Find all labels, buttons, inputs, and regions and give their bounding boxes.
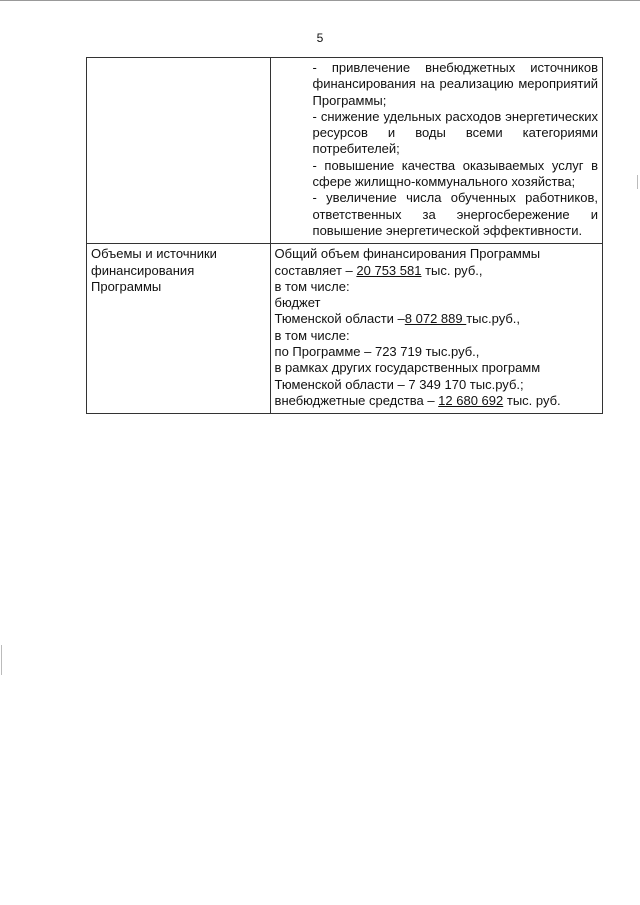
scan-edge-top [0,0,640,1]
funding-line: по Программе – 723 719 тыс.руб., [274,344,480,360]
table-row [87,58,603,244]
funding-line: в том числе: [274,278,350,294]
funding-cell [270,244,602,414]
funding-text: Тюменской области – [274,311,405,327]
scan-edge-right [637,175,638,189]
result-item: - увеличение числа обученных работников, ответственных за энергосбережение и повышение энергетической эффективности. [312,190,598,238]
table-row [87,244,603,414]
funding-line: в том числе: [274,327,350,343]
regional-budget-amount: 8 072 889 [404,311,467,327]
funding-line [275,393,598,409]
result-item: - повышение качества оказываемых услуг в сфере жилищно-коммунального хозяйства; [312,157,598,190]
funding-line: Общий объем финансирования Программы [274,246,541,262]
result-item: - привлечение внебюджетных источников финансирования на реализацию мероприятий Программы; [312,60,598,108]
funding-text: тыс.руб., [466,311,521,327]
funding-text: тыс. руб. [503,392,561,408]
funding-line: бюджет [274,295,321,311]
total-amount: 20 753 581 [356,262,422,278]
program-passport-table [86,57,603,414]
funding-text: тыс. руб., [421,262,483,278]
expected-results-cell [270,58,602,244]
funding-text: составляет – [274,262,357,278]
funding-line [275,311,598,327]
scan-edge-left [1,645,2,675]
funding-text: внебюджетные средства – [274,392,439,408]
funding-line: в рамках других государственных программ [274,360,541,376]
extrabudgetary-amount: 12 680 692 [438,392,504,408]
funding-line: Тюменской области – 7 349 170 тыс.руб.; [274,376,524,392]
row-label-cell: Объемы и источники финансирования Программы [87,244,271,414]
result-item: - снижение удельных расходов энергетических ресурсов и воды всеми категориями потребителей; [312,108,598,157]
funding-line [275,263,598,279]
row-label-cell [87,58,271,244]
page-number: 5 [316,31,324,45]
